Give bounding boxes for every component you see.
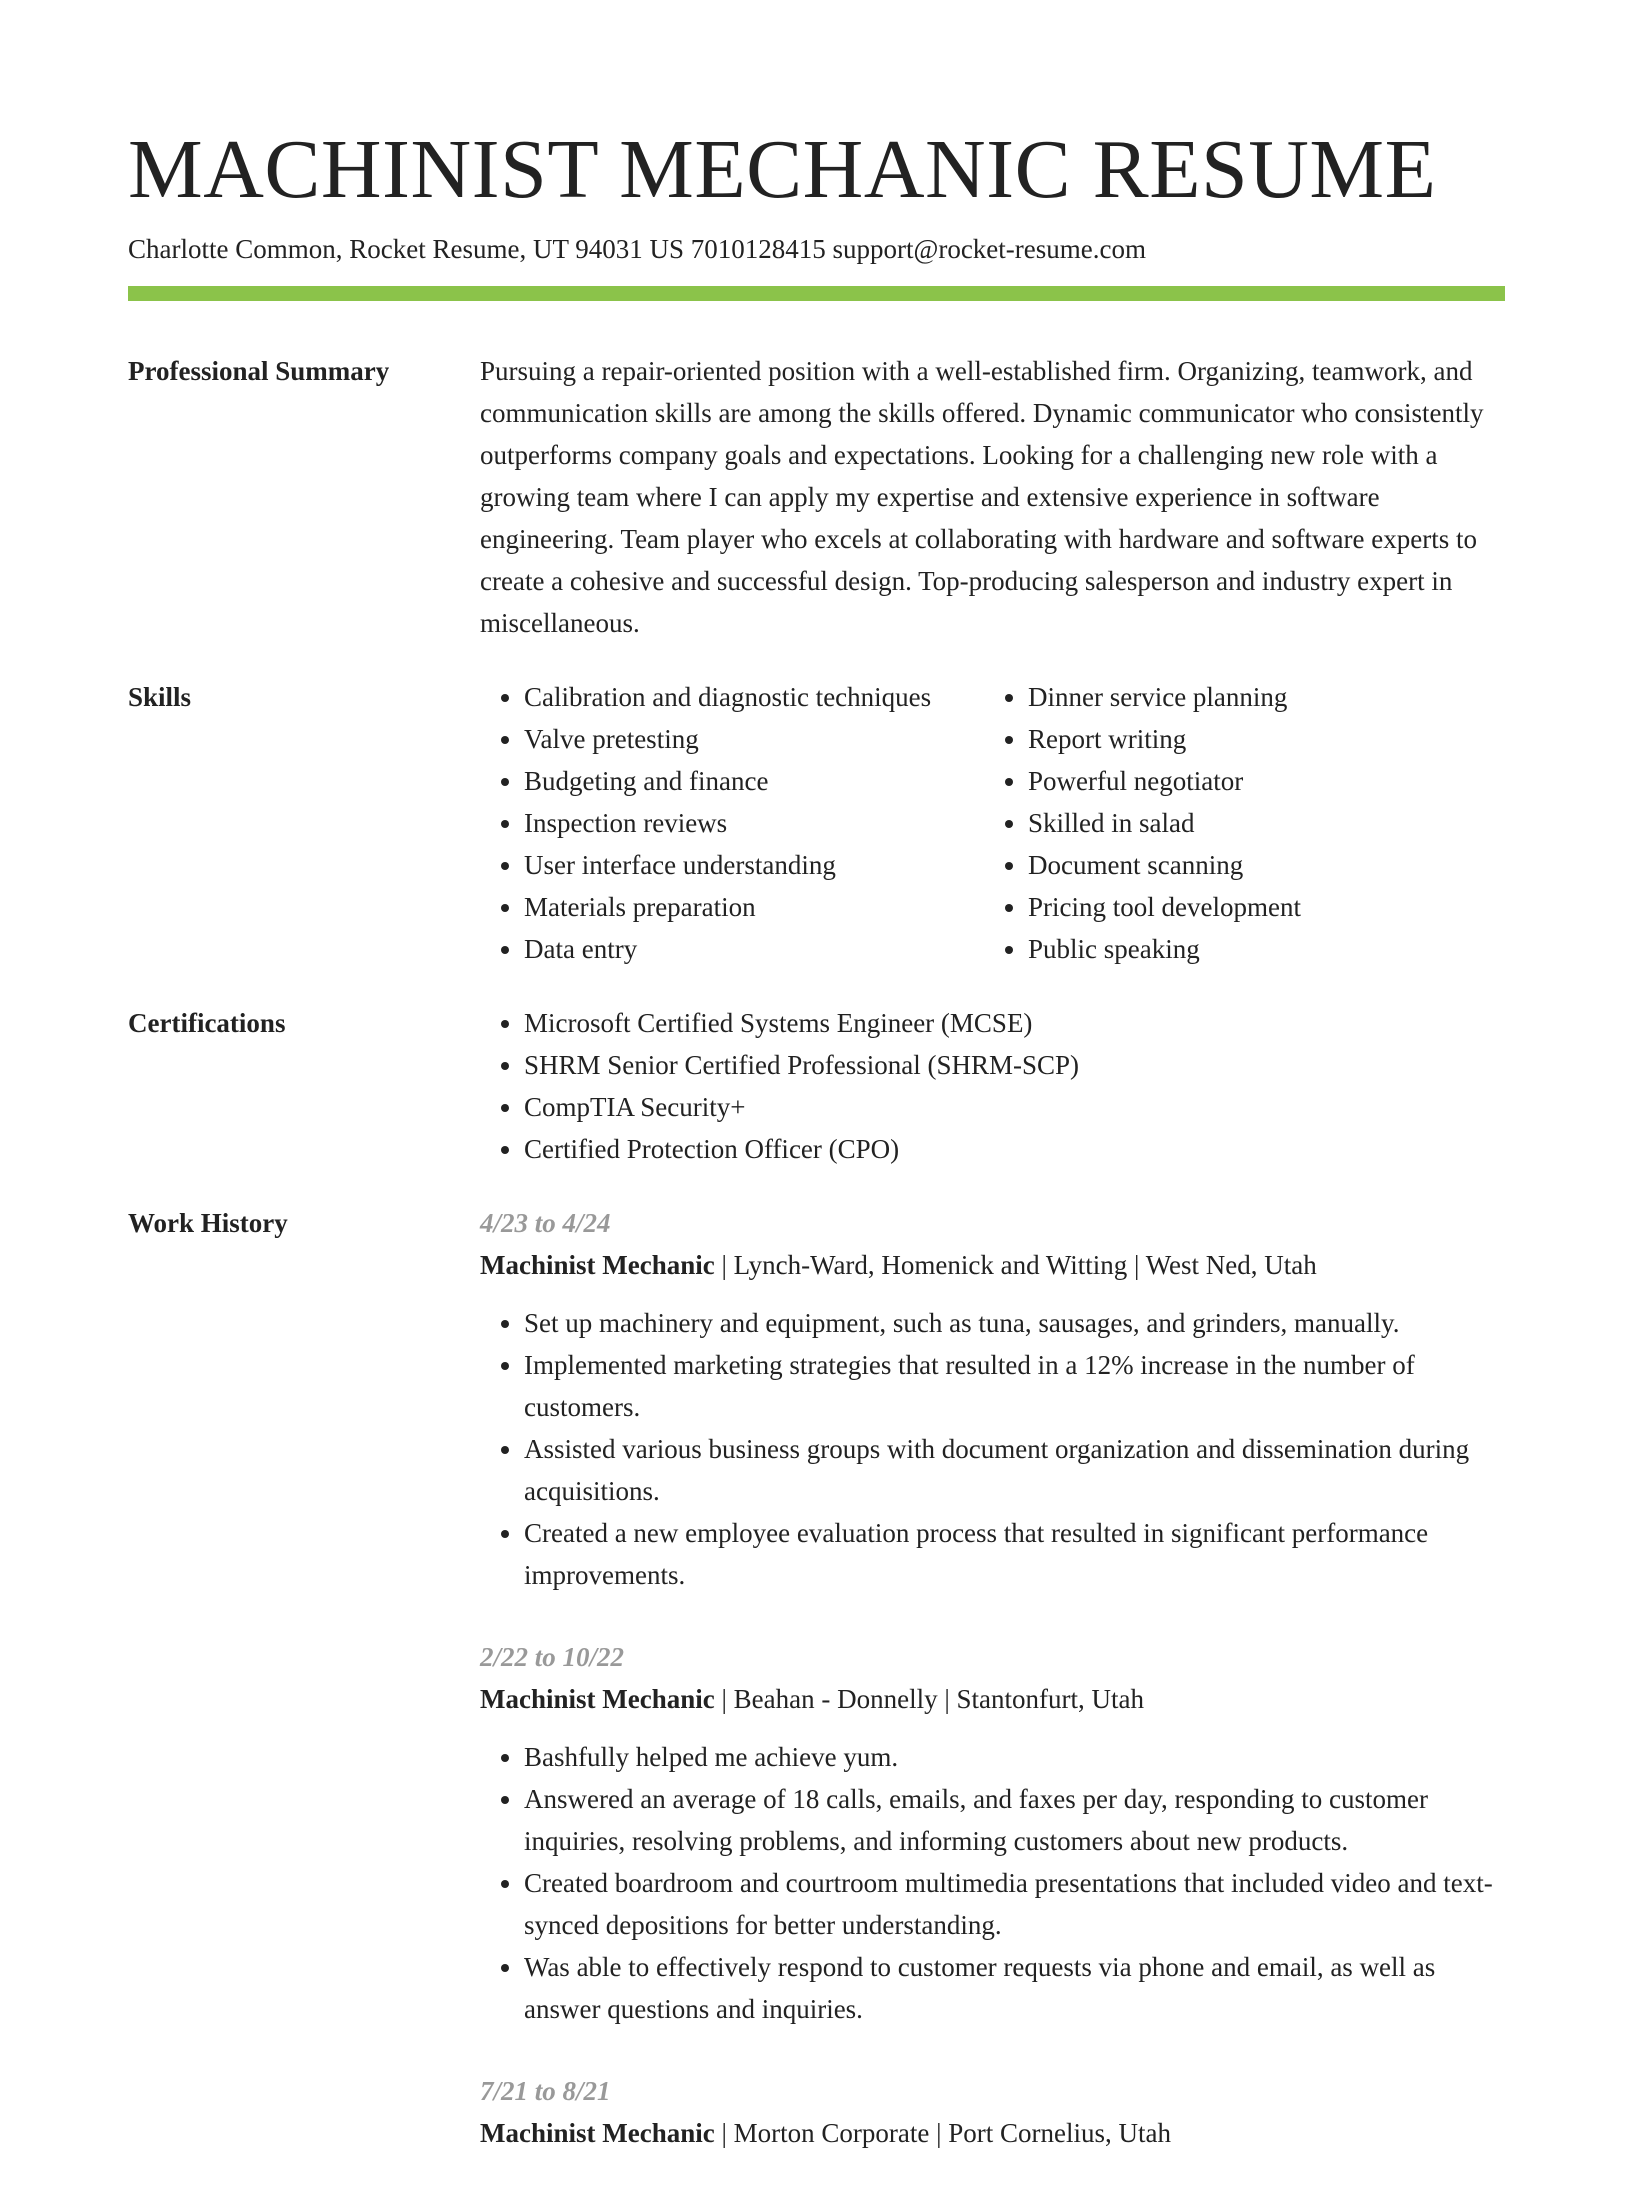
skills-list-right <box>984 676 1488 970</box>
summary-text: Pursuing a repair-oriented position with a well-established firm. Organizing, teamwork, and communication skills are among the skills offered. Dynamic communicator who consistently outperforms company goals and expectations. Looking for a challenging new role with a growing team where I can apply my expertise and extensive experience in software engineering. Team player who excels at collaborating with hardware and software experts to create a cohesive and successful design. Top-producing salesperson and industry expert in miscellaneous. <box>480 356 1484 638</box>
resume-title: MACHINIST MECHANIC RESUME <box>128 123 1437 216</box>
skill-item: • Dinner service planning <box>1028 676 1488 718</box>
job-details: | Lynch-Ward, Homenick and Witting | West Ned, Utah <box>714 1250 1317 1280</box>
job-heading <box>480 1678 1505 1720</box>
skill-item: • Calibration and diagnostic techniques <box>524 676 984 718</box>
skills-section <box>480 676 1505 970</box>
job-bullets <box>480 1302 1505 1596</box>
certification-item: • Microsoft Certified Systems Engineer (MCSE) <box>524 1002 1505 1044</box>
certification-item: • SHRM Senior Certified Professional (SHRM-SCP) <box>524 1044 1505 1086</box>
job-bullet: • Set up machinery and equipment, such as tuna, sausages, and grinders, manually. <box>524 1302 1505 1344</box>
skill-item: • Valve pretesting <box>524 718 984 760</box>
certifications-label: Certifications <box>128 1008 286 1038</box>
skills-list-left <box>480 676 984 970</box>
job-title: Machinist Mechanic <box>480 1250 715 1280</box>
skill-item: • User interface understanding <box>524 844 984 886</box>
certification-item: • CompTIA Security+ <box>524 1086 1505 1128</box>
skill-item: • Document scanning <box>1028 844 1488 886</box>
job-bullet: • Implemented marketing strategies that resulted in a 12% increase in the number of customers. <box>524 1344 1505 1428</box>
job-heading <box>480 1244 1505 1286</box>
job-entry <box>480 1636 1505 2030</box>
certifications-list <box>480 1002 1505 1170</box>
skill-item: • Materials preparation <box>524 886 984 928</box>
job-bullets <box>480 1736 1505 2030</box>
job-entry <box>480 2070 1505 2154</box>
skill-item: • Public speaking <box>1028 928 1488 970</box>
job-heading <box>480 2112 1505 2154</box>
work-history-label: Work History <box>128 1208 288 1238</box>
skills-label: Skills <box>128 682 192 712</box>
contact-info: Charlotte Common, Rocket Resume, UT 94031 US 7010128415 support@rocket-resume.com <box>128 234 1146 264</box>
accent-divider <box>128 286 1505 301</box>
job-entry <box>480 1202 1505 1596</box>
summary-section <box>480 350 1505 644</box>
job-details: | Morton Corporate | Port Cornelius, Utah <box>714 2118 1171 2148</box>
job-title: Machinist Mechanic <box>480 1684 715 1714</box>
job-dates: 7/21 to 8/21 <box>480 2076 611 2106</box>
skill-item: • Data entry <box>524 928 984 970</box>
certification-item: • Certified Protection Officer (CPO) <box>524 1128 1505 1170</box>
job-title: Machinist Mechanic <box>480 2118 715 2148</box>
job-bullet: • Assisted various business groups with document organization and dissemination during acquisitions. <box>524 1428 1505 1512</box>
skill-item: • Budgeting and finance <box>524 760 984 802</box>
job-bullet: • Answered an average of 18 calls, emails, and faxes per day, responding to customer inquiries, resolving problems, and informing customers about new products. <box>524 1778 1505 1862</box>
skill-item: • Skilled in salad <box>1028 802 1488 844</box>
skill-item: • Report writing <box>1028 718 1488 760</box>
job-bullet: • Created a new employee evaluation process that resulted in significant performance improvements. <box>524 1512 1505 1596</box>
summary-label: Professional Summary <box>128 356 390 386</box>
work-history-section <box>480 1202 1505 2194</box>
job-details: | Beahan - Donnelly | Stantonfurt, Utah <box>714 1684 1144 1714</box>
skill-item: • Powerful negotiator <box>1028 760 1488 802</box>
skill-item: • Inspection reviews <box>524 802 984 844</box>
job-dates: 2/22 to 10/22 <box>480 1642 625 1672</box>
job-dates: 4/23 to 4/24 <box>480 1208 611 1238</box>
job-bullet: • Bashfully helped me achieve yum. <box>524 1736 1505 1778</box>
certifications-section <box>480 1002 1505 1170</box>
job-bullet: • Was able to effectively respond to customer requests via phone and email, as well as answer questions and inquiries. <box>524 1946 1505 2030</box>
job-bullet: • Created boardroom and courtroom multimedia presentations that included video and text-synced depositions for better understanding. <box>524 1862 1505 1946</box>
skill-item: • Pricing tool development <box>1028 886 1488 928</box>
